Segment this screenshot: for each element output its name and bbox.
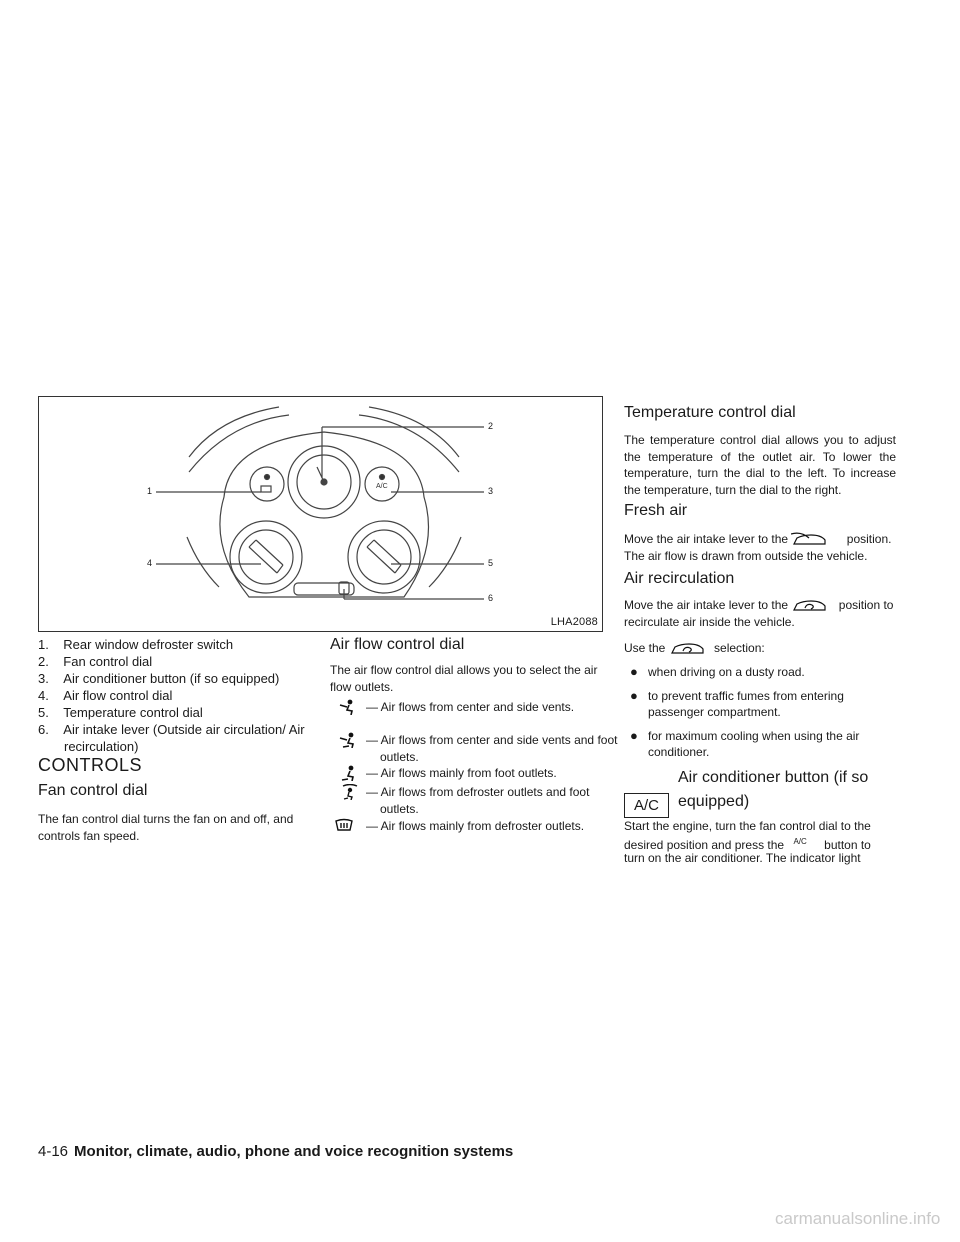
callout-6: 6: [488, 593, 494, 603]
airflow-intro: The air flow control dial allows you to select the air flow outlets.: [330, 663, 598, 694]
ac-inline-label: A/C: [793, 837, 807, 846]
fan-dial-body: The fan control dial turns the fan on and off, and controls fan speed.: [38, 812, 294, 843]
ac-title: Air conditioner button (if so equipped): [678, 769, 869, 810]
controls-heading: CONTROLS: [38, 755, 143, 775]
fresh-air-icon: [791, 532, 829, 548]
recirculation-use-line: Use the selection:: [624, 641, 765, 655]
section-title: Monitor, climate, audio, phone and voice recognition systems: [74, 1143, 514, 1160]
ac-badge: A/C: [624, 793, 669, 818]
recirculation-icon: [669, 641, 707, 657]
ac-line2: desired position and press the $^{A/C}$ button to: [624, 837, 871, 852]
list-item: ● when driving on a dusty road.: [630, 664, 805, 679]
page-footer: [38, 1143, 513, 1160]
recirculation-title: Air recirculation: [624, 570, 735, 587]
climate-panel-illustration: [39, 397, 603, 632]
fan-dial-title: Fan control dial: [38, 782, 148, 799]
callout-3: 3: [488, 486, 494, 496]
airflow-title: Air flow control dial: [330, 636, 465, 653]
page-number: 4-16: [38, 1143, 69, 1160]
watermark: carmanualsonline.info: [775, 1209, 941, 1228]
recirculation-icon: [791, 598, 829, 614]
callout-2: 2: [488, 421, 494, 431]
ac-line3: turn on the air conditioner. The indicator light: [624, 851, 861, 865]
caption-item: 1. Rear window defroster switch: [38, 637, 234, 652]
fresh-air-line1: Move the air intake lever to the position.: [624, 532, 892, 546]
caption-item: 5. Temperature control dial: [38, 705, 203, 720]
callout-5: 5: [488, 558, 494, 568]
climate-control-figure: [38, 396, 603, 632]
caption-item: 2. Fan control dial: [38, 654, 153, 669]
figure-code: LHA2088: [550, 616, 598, 628]
ac-line1: Start the engine, turn the fan control dial to the: [624, 819, 871, 833]
fresh-air-line2: The air flow is drawn from outside the vehicle.: [624, 549, 868, 563]
list-item: ● for maximum cooling when using the air conditioner.: [630, 727, 860, 759]
caption-item: 6. Air intake lever (Outside air circulation/ Air recirculation): [38, 722, 305, 754]
figure-caption-list: [38, 636, 308, 755]
caption-item: 4. Air flow control dial: [38, 688, 173, 703]
callout-4: 4: [147, 558, 153, 568]
temperature-body: The temperature control dial allows you to adjust the temperature of the outlet air. To lower the temperature, turn the dial to the left. To increase the temperature, turn the dial to the right.: [624, 433, 896, 497]
recirculation-bullets: [624, 664, 896, 768]
ac-panel-label: A/C: [376, 483, 388, 490]
caption-item: 3. Air conditioner button (if so equipped): [38, 671, 280, 686]
list-item: ● to prevent traffic fumes from entering passenger compartment.: [630, 687, 844, 719]
recirculation-line2: recirculate air inside the vehicle.: [624, 615, 795, 629]
recirculation-line1: Move the air intake lever to the position to: [624, 598, 894, 612]
temperature-title: Temperature control dial: [624, 404, 796, 421]
callout-1: 1: [147, 486, 153, 496]
fresh-air-title: Fresh air: [624, 502, 688, 519]
